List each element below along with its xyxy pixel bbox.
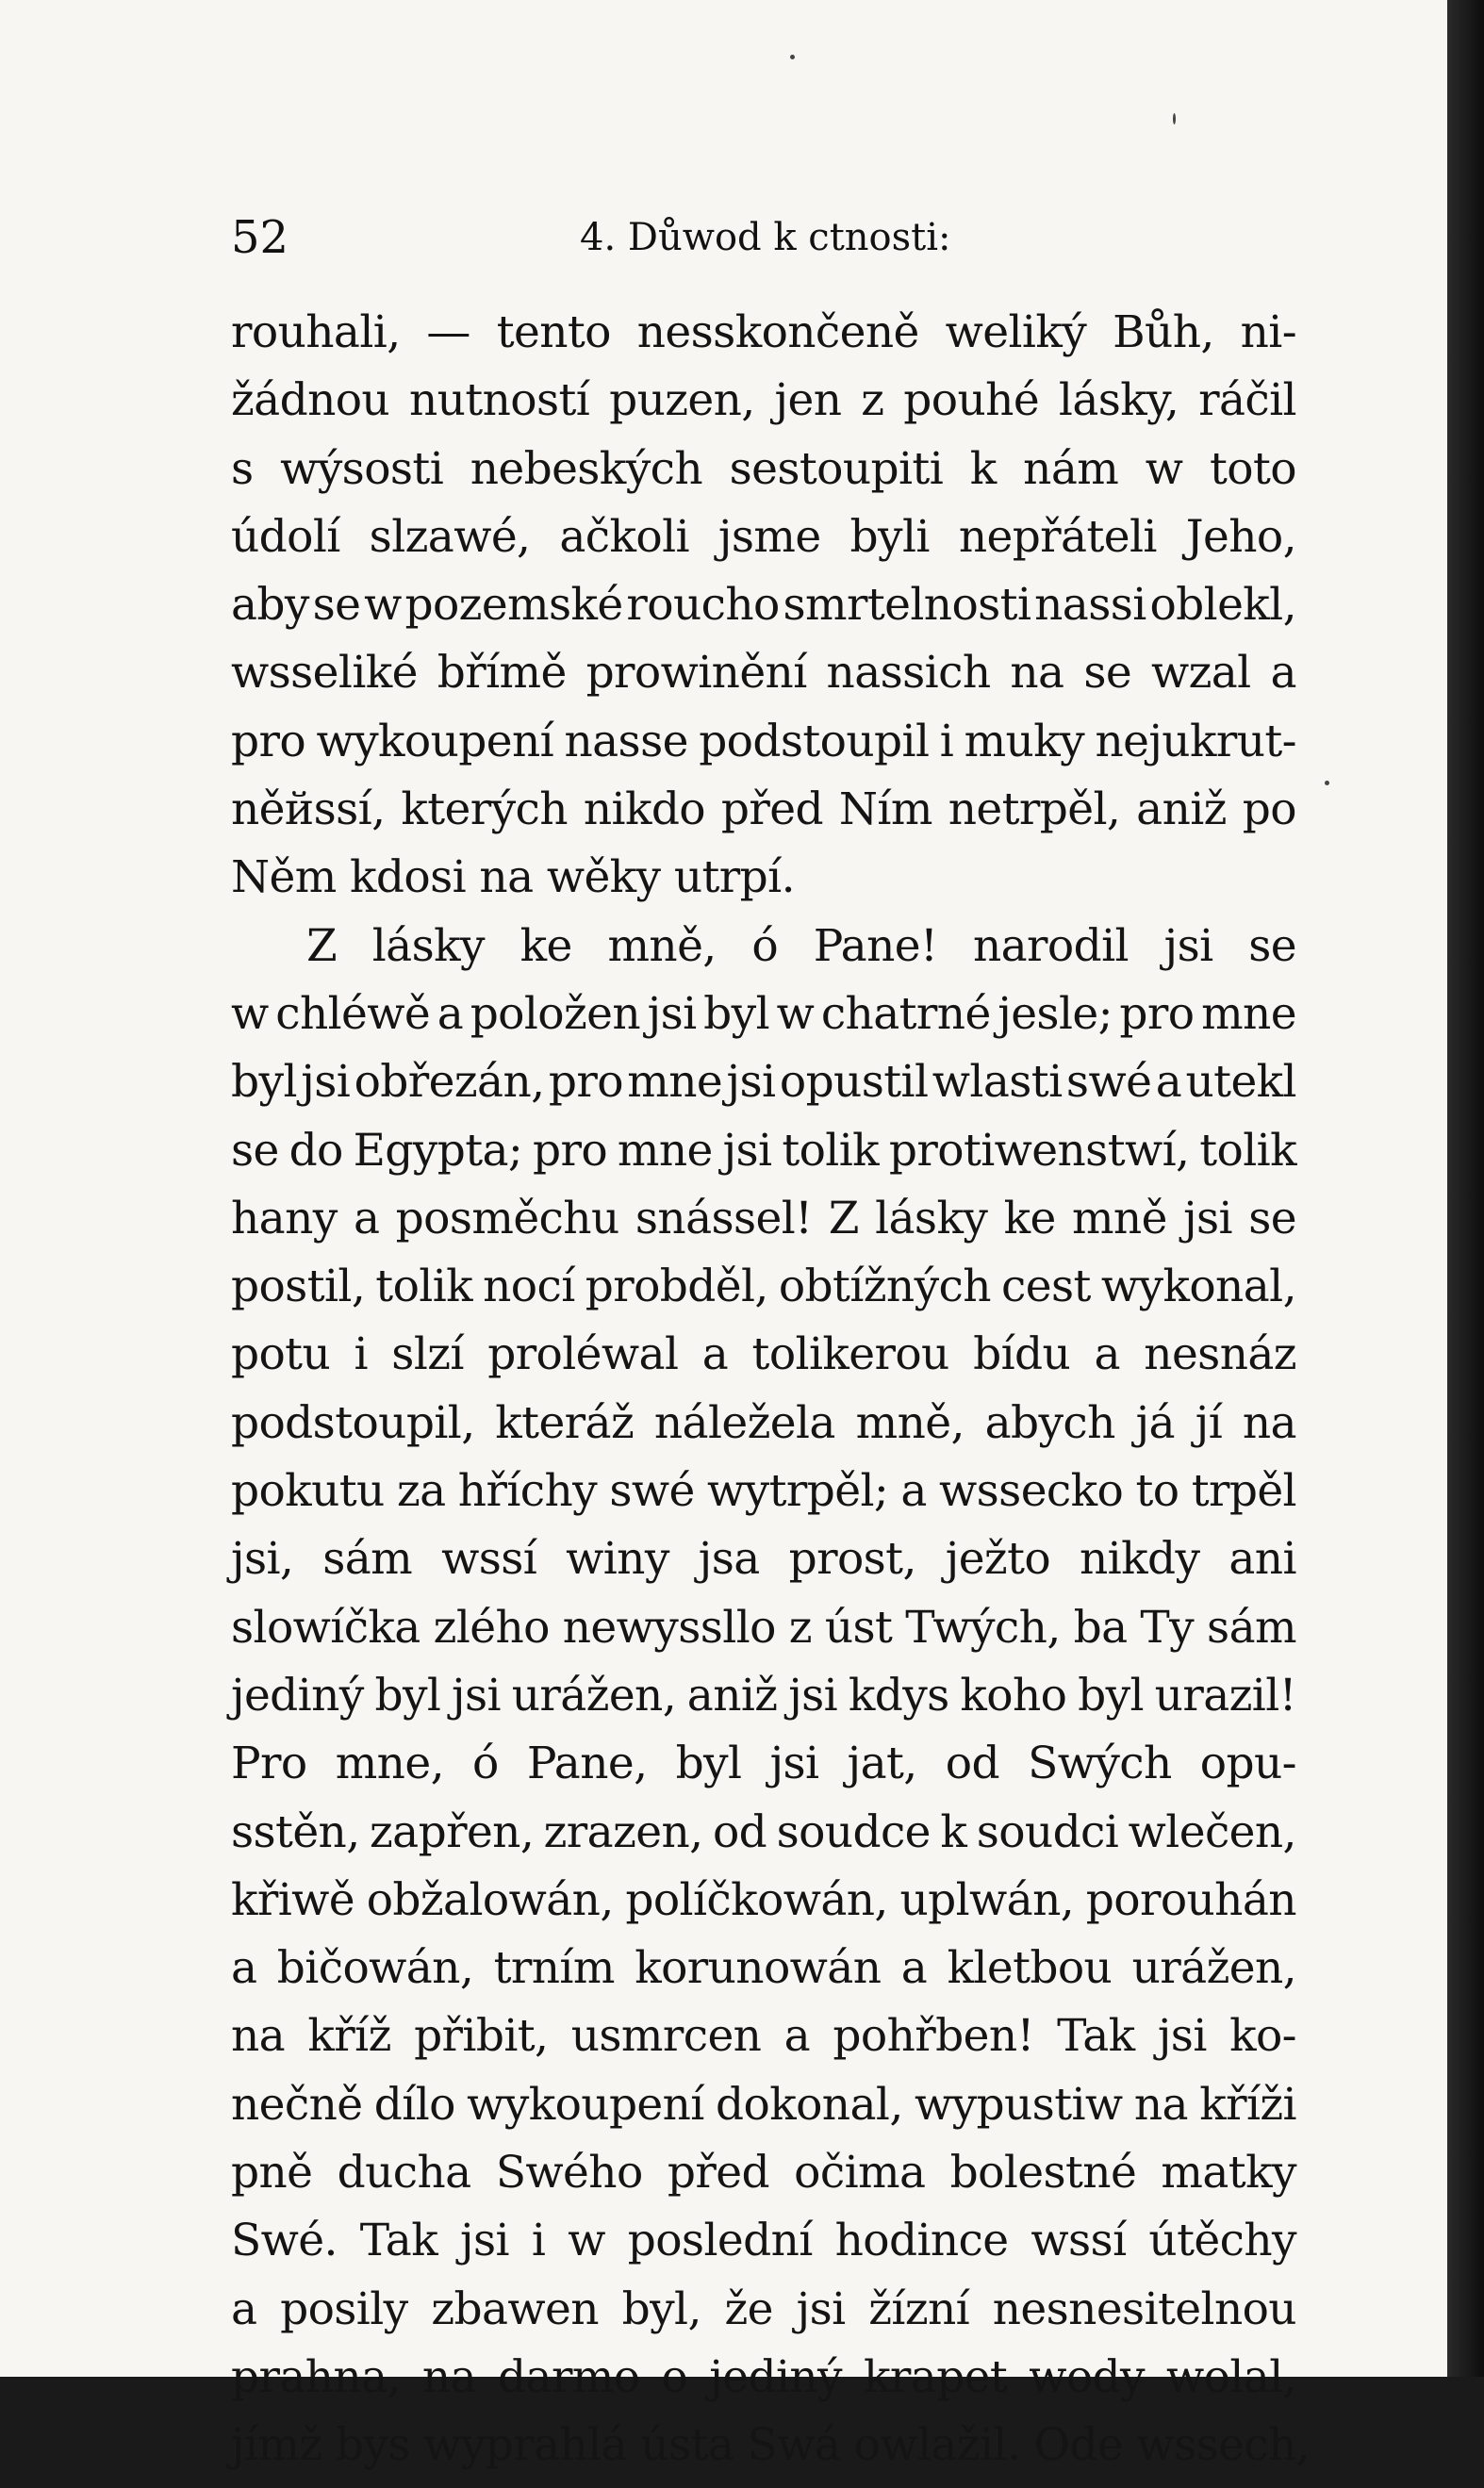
text-line: křiwě obžalowán, políčkowán, uplwán, porouhán bbox=[231, 1873, 1296, 1926]
text-line: podstoupil, kteráž náležela mně, abych já jí na bbox=[231, 1396, 1296, 1449]
page-header bbox=[231, 198, 1296, 273]
text-line: s wýsosti nebeských sestoupiti k nám w toto bbox=[231, 442, 1296, 495]
text-line: pro wykoupení nasse podstoupil i muky nejukrut- bbox=[231, 715, 1296, 767]
text-line: wsseliké břímě prowinění nassich na se wzal a bbox=[231, 647, 1296, 700]
text-line: a bičowán, trním korunowán a kletbou urážen, bbox=[231, 1942, 1296, 1995]
text-line: Něm kdosi na wěky utrpí. bbox=[231, 851, 795, 904]
text-line: rouhali, — tento nesskončeně weliký Bůh, ni- bbox=[231, 306, 1296, 358]
text-line: se do Egypta; pro mne jsi tolik protiwenstwí, tolik bbox=[231, 1124, 1296, 1177]
text-line: jsi, sám wssí winy jsa prost, ježto nikdy ani bbox=[231, 1533, 1296, 1586]
text-line: a posily zbawen byl, že jsi žízní nesnesitelnou bbox=[231, 2282, 1296, 2335]
text-line: prahna, na darmo o jediný krapet wody wolal, bbox=[231, 2350, 1296, 2403]
text-line: Pro mne, ó Pane, byl jsi jat, od Swých opu- bbox=[231, 1738, 1296, 1790]
text-line: pně ducha Swého před očima bolestné matky bbox=[231, 2147, 1296, 2200]
text-line: pokutu za hříchy swé wytrpěl; a wssecko to trpěl bbox=[231, 1465, 1296, 1518]
print-speck bbox=[790, 55, 795, 59]
text-line: postil, tolik nocí probděl, obtížných cest wykonal, bbox=[231, 1260, 1296, 1313]
print-speck bbox=[1173, 113, 1176, 124]
text-line: žádnou nutností puzen, jen z pouhé lásky, ráčil bbox=[231, 374, 1296, 427]
running-head: 4. Důwod k ctnosti: bbox=[580, 216, 951, 259]
text-line: údolí slzawé, ačkoli jsme byli nepřáteli Jeho, bbox=[231, 510, 1296, 563]
text-line: aby se w pozemské roucho smrtelnosti nassi oblekl, bbox=[231, 579, 1296, 632]
text-line: sstěn, zapřen, zrazen, od soudce k soudci wlečen, bbox=[231, 1805, 1296, 1858]
text-line: na kříž přibit, usmrcen a pohřben! Tak jsi ko- bbox=[231, 2010, 1296, 2063]
page-number: 52 bbox=[231, 211, 289, 264]
text-line: Z lásky ke mně, ó Pane! narodil jsi se bbox=[306, 919, 1296, 972]
text-line: slowíčka zlého newyssllo z úst Twých, ba Ty sám bbox=[231, 1601, 1296, 1654]
text-line: Swé. Tak jsi i w poslední hodince wssí útěchy bbox=[231, 2215, 1296, 2267]
text-line: jímž bys wyprahlá ústa Swá owlažil. Ode wssech, bbox=[231, 2419, 1311, 2472]
text-line: hany a posměchu snássel! Z lásky ke mně jsi se bbox=[231, 1192, 1296, 1244]
text-line: byl jsi obřezán, pro mne jsi opustil wlasti swé a utekl bbox=[231, 1056, 1296, 1109]
text-line: nečně dílo wykoupení dokonal, wypustiw na kříži bbox=[231, 2078, 1296, 2131]
page-edge-shadow bbox=[1447, 0, 1484, 2377]
text-line: potu i slzí proléwal a tolikerou bídu a nesnáz bbox=[231, 1328, 1296, 1381]
text-line: w chléwě a položen jsi byl w chatrné jesle; pro mne bbox=[231, 987, 1296, 1040]
print-speck bbox=[1325, 781, 1329, 785]
body-text bbox=[231, 306, 1311, 2488]
text-line: něйssí, kterých nikdo před Ním netrpěl, aniž po bbox=[231, 783, 1296, 836]
text-line: jediný byl jsi urážen, aniž jsi kdys koho byl urazil! bbox=[231, 1669, 1296, 1722]
